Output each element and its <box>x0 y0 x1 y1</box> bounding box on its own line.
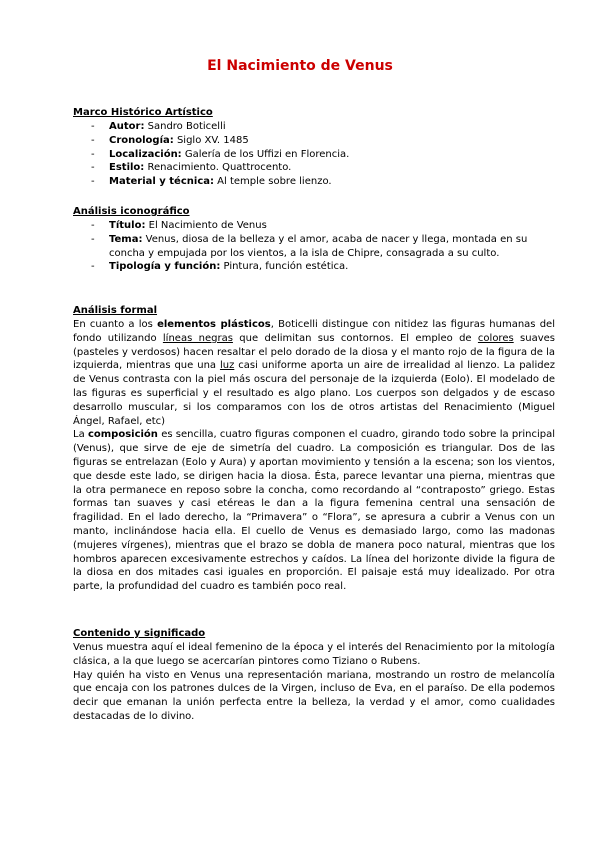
section-marco-historico <box>73 106 555 189</box>
list-item: - Material y técnica: Al temple sobre lienzo. <box>91 176 332 188</box>
list-item: - Estilo: Renacimiento. Quattrocento. <box>91 162 292 174</box>
section-analisis-iconografico <box>73 205 555 274</box>
list-item: - Título: El Nacimiento de Venus <box>91 220 267 231</box>
section-heading: Análisis formal <box>73 305 158 316</box>
section-contenido-significado <box>73 627 555 724</box>
section-analisis-formal <box>73 304 555 594</box>
iconografico-list <box>73 219 555 274</box>
section-heading: Marco Histórico Artístico <box>73 107 213 118</box>
paragraph-contenido-1: Venus muestra aquí el ideal femenino de la época y el interés del Renacimiento por la mitología clásica, a la que luego se acercarían pintores como Tiziano o Rubens. <box>73 642 555 667</box>
page-title: El Nacimiento de Venus <box>207 58 393 74</box>
paragraph-composicion: La composición es sencilla, cuatro figuras componen el cuadro, girando todo sobre la principal (Venus), que sirve de eje de simetría del cuadro. La composición es triangular. Dos de las figuras se entrelazan (Eolo y Aura) y aportan movimiento y tensión a la escena; son los vientos, que desde este lado, se dirigen hacia la diosa. Ésta, parece levantar una pierna, mientras que la otra permanece en reposo sobre la concha, como recordando al “contraposto” griego. Estas formas tan suaves y casi etéreas le dan a la figura femenina central una sensación de fragilidad. En el lado derecho, la “Primavera” o “Flora”, se apresura a cubrir a Venus con un manto, inclinándose hacia ella. El cuello de Venus es demasiado largo, como las madonas (mujeres vírgenes), mientras que el brazo se dobla de manera poco natural, mientras que los hombros aparecen excesivamente estrechos y caídos. La línea del horizonte divide la figura de la diosa en dos mitades casi iguales en proporción. El paisaje está muy idealizado. Por otra parte, la profundidad del cuadro es también poco real. <box>73 429 555 593</box>
list-item: - Localización: Galería de los Uffizi en Florencia. <box>91 148 350 160</box>
section-heading: Contenido y significado <box>73 628 206 639</box>
paragraph-elementos-plasticos: En cuanto a los elementos plásticos, Boticelli distingue con nitidez las figuras humanas del fondo utilizando líneas negras que delimitan sus contornos. El empleo de colores suaves (pasteles y verdosos) hacen resaltar el pelo dorado de la diosa y el manto rojo de la figura de la izquierda, mientras que una luz casi uniforme aporta un aire de irrealidad al lienzo. La palidez de Venus contrasta con la piel más oscura del personaje de la izquierda (Eolo). El modelado de las figuras es superficial y el resultado es algo plano. Los cuerpos son delgados y de escaso desarrollo muscular, si los comparamos con los de otros artistas del Renacimiento (Miguel Ángel, Rafael, etc) <box>73 319 556 427</box>
list-item: - Autor: Sandro Boticelli <box>91 121 226 132</box>
paragraph-contenido-2: Hay quién ha visto en Venus una representación mariana, mostrando un rostro de melancolía que encaja con los patrones dulces de la Virgen, incluso de Eva, en el paraíso. De ella podemos decir que emanan la unión perfecta entre la belleza, la verdad y el amor, como cualidades destacadas de lo divino. <box>73 669 555 722</box>
list-item: - Tipología y función: Pintura, función estética. <box>91 261 349 273</box>
section-heading: Análisis iconográfico <box>73 206 190 217</box>
marco-list <box>73 120 555 189</box>
list-item: - Tema: Venus, diosa de la belleza y el amor, acaba de nacer y llega, montada en su concha y empujada por los vientos, a la isla de Chipre, consagrada a su culto. <box>91 233 528 259</box>
list-item: - Cronología: Siglo XV. 1485 <box>91 134 249 146</box>
